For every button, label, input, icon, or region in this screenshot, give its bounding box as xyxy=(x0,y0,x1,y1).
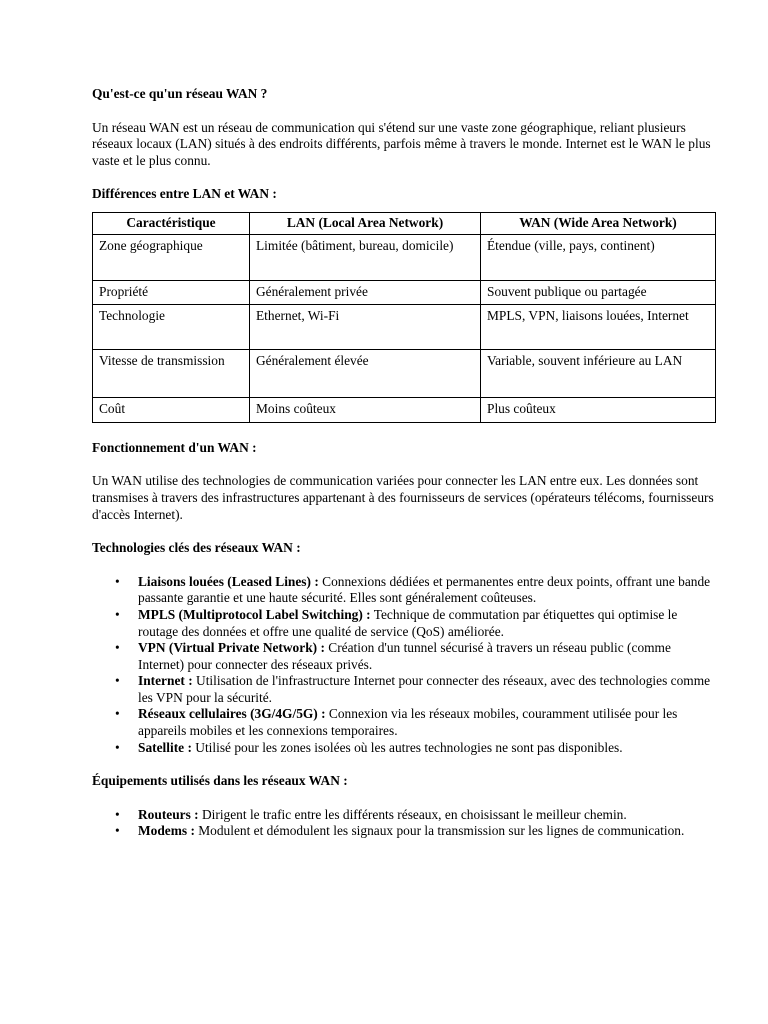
list-item-desc: Dirigent le trafic entre les différents réseaux, en choisissant le meilleur chemin. xyxy=(198,806,627,822)
bullet-icon: • xyxy=(115,739,120,755)
technologies-heading: Technologies clés des réseaux WAN : xyxy=(92,540,301,556)
list-item-desc: Utilisé pour les zones isolées où les autres technologies ne sont pas disponibles. xyxy=(191,739,623,755)
bullet-icon: • xyxy=(115,823,120,839)
intro-paragraph: Un réseau WAN est un réseau de communication qui s'étend sur une vaste zone géographique, reliant plusieurs réseaux locaux (LAN) situés à des endroits différents, parfois même à travers le monde. Internet est le WAN le plus vaste et le plus connu. xyxy=(92,119,711,168)
table-cell: Vitesse de transmission xyxy=(93,350,250,398)
list-item-term: Réseaux cellulaires (3G/4G/5G) : xyxy=(138,706,326,722)
list-item xyxy=(92,740,716,757)
list-item xyxy=(92,673,716,706)
table-row xyxy=(93,398,716,423)
equipements-list xyxy=(92,807,716,840)
bullet-icon: • xyxy=(115,806,120,822)
technologies-list xyxy=(92,574,716,757)
list-item-term: Satellite : xyxy=(138,739,192,755)
table-cell: Généralement élevée xyxy=(250,350,481,398)
list-item-term: Routeurs : xyxy=(138,806,199,822)
table-cell: Coût xyxy=(93,398,250,423)
table-cell: Variable, souvent inférieure au LAN xyxy=(481,350,716,398)
table-row xyxy=(93,305,716,350)
equipements-heading: Équipements utilisés dans les réseaux WAN : xyxy=(92,773,348,789)
bullet-icon: • xyxy=(115,673,120,689)
fonctionnement-heading: Fonctionnement d'un WAN : xyxy=(92,439,257,455)
table-cell: Zone géographique xyxy=(93,234,250,280)
list-item-term: Liaisons louées (Leased Lines) : xyxy=(138,573,319,589)
list-item xyxy=(92,823,716,840)
table-row xyxy=(93,280,716,305)
table-cell: Étendue (ville, pays, continent) xyxy=(481,234,716,280)
bullet-icon: • xyxy=(115,640,120,656)
table-cell: Propriété xyxy=(93,280,250,305)
list-item-desc: Utilisation de l'infrastructure Internet pour connecter des réseaux, avec des technologies comme les VPN pour la sécurité. xyxy=(138,673,711,705)
list-item xyxy=(92,574,716,607)
table-header-cell: WAN (Wide Area Network) xyxy=(481,212,716,234)
table-header-cell: Caractéristique xyxy=(93,212,250,234)
bullet-icon: • xyxy=(115,706,120,722)
list-item xyxy=(92,640,716,673)
bullet-icon: • xyxy=(115,606,120,622)
table-row xyxy=(93,234,716,280)
table-cell: Limitée (bâtiment, bureau, domicile) xyxy=(250,234,481,280)
bullet-icon: • xyxy=(115,573,120,589)
table-row xyxy=(93,350,716,398)
list-item-desc: Création d'un tunnel sécurisé à travers un réseau public (comme Internet) pour connecter des réseaux privés. xyxy=(138,640,671,672)
list-item-desc: Connexions dédiées et permanentes entre deux points, offrant une bande passante garantie et une haute sécurité. Elles sont généralement coûteuses. xyxy=(138,573,711,606)
list-item-term: Modems : xyxy=(138,823,195,839)
comparison-table xyxy=(92,212,716,423)
table-cell: Plus coûteux xyxy=(481,398,716,423)
list-item xyxy=(92,807,716,824)
table-cell: Souvent publique ou partagée xyxy=(481,280,716,305)
table-cell: Moins coûteux xyxy=(250,398,481,423)
table-header-cell: LAN (Local Area Network) xyxy=(250,212,481,234)
list-item-desc: Modulent et démodulent les signaux pour la transmission sur les lignes de communication. xyxy=(194,823,685,839)
list-item-desc: Technique de commutation par étiquettes qui optimise le routage des données et offre une qualité de service (QoS) améliorée. xyxy=(138,606,678,639)
list-item-term: Internet : xyxy=(138,673,193,689)
table-cell: Ethernet, Wi-Fi xyxy=(250,305,481,350)
table-cell: Généralement privée xyxy=(250,280,481,305)
table-cell: MPLS, VPN, liaisons louées, Internet xyxy=(481,305,716,350)
table-header-row xyxy=(93,212,716,234)
list-item xyxy=(92,706,716,739)
differences-heading: Différences entre LAN et WAN : xyxy=(92,186,277,202)
list-item xyxy=(92,607,716,640)
page-title: Qu'est-ce qu'un réseau WAN ? xyxy=(92,86,268,101)
list-item-term: VPN (Virtual Private Network) : xyxy=(138,640,325,656)
document-page xyxy=(92,86,716,840)
table-cell: Technologie xyxy=(93,305,250,350)
list-item-term: MPLS (Multiprotocol Label Switching) : xyxy=(138,606,371,622)
fonctionnement-paragraph: Un WAN utilise des technologies de communication variées pour connecter les LAN entre eux. Les données sont transmises à travers des infrastructures appartenant à des fournisseurs de services (opérateurs télécoms, fournisseurs d'accès Internet). xyxy=(92,473,714,522)
list-item-desc: Connexion via les réseaux mobiles, couramment utilisée pour les appareils mobiles et les connexions temporaires. xyxy=(138,706,678,739)
